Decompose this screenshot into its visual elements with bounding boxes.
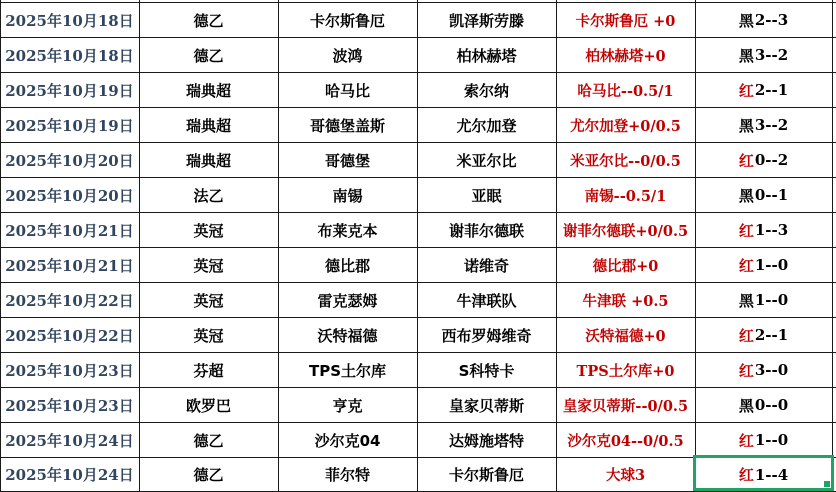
home-team-cell[interactable]: 哈马比 bbox=[324, 81, 370, 100]
home-team-cell[interactable]: 南锡 bbox=[332, 186, 363, 205]
result-score: 1--0 bbox=[754, 256, 789, 274]
table-row bbox=[0, 73, 836, 108]
result-flag: 黑 bbox=[738, 11, 754, 30]
result-cell[interactable] bbox=[695, 73, 832, 107]
away-team-cell[interactable]: 牛津联队 bbox=[456, 291, 517, 310]
edge-sliver-cell bbox=[832, 458, 836, 491]
home-team-cell[interactable]: 波鸿 bbox=[332, 46, 363, 65]
away-team-cell[interactable]: S科特卡 bbox=[458, 361, 515, 380]
edge-sliver-cell bbox=[832, 353, 836, 387]
table-row bbox=[0, 108, 836, 143]
edge-sliver-cell bbox=[832, 108, 836, 142]
away-team-cell[interactable]: 达姆施塔特 bbox=[448, 431, 524, 450]
away-team-cell[interactable]: 柏林赫塔 bbox=[456, 46, 517, 65]
result-score: 2--3 bbox=[754, 11, 789, 29]
handicap-pick-cell[interactable]: 沙尔克04--0/0.5 bbox=[567, 432, 684, 450]
league-cell[interactable]: 德乙 bbox=[193, 431, 224, 450]
league-cell[interactable]: 瑞典超 bbox=[185, 116, 231, 135]
edge-sliver-cell bbox=[832, 73, 836, 107]
away-team-cell[interactable]: 索尔纳 bbox=[463, 81, 509, 100]
edge-sliver-cell bbox=[832, 388, 836, 422]
result-score: 3--2 bbox=[754, 116, 789, 134]
result-score: 1--3 bbox=[754, 221, 789, 239]
away-team-cell[interactable]: 皇家贝蒂斯 bbox=[448, 396, 524, 415]
table-row bbox=[0, 38, 836, 73]
result-flag: 红 bbox=[738, 361, 754, 380]
date-cell[interactable]: 2025年10月19日 bbox=[5, 81, 134, 100]
league-cell[interactable]: 德乙 bbox=[193, 46, 224, 65]
result-score: 0--0 bbox=[754, 396, 789, 414]
league-cell[interactable]: 欧罗巴 bbox=[185, 396, 231, 415]
result-flag: 红 bbox=[738, 151, 754, 170]
away-team-cell[interactable]: 尤尔加登 bbox=[456, 116, 517, 135]
date-cell[interactable]: 2025年10月19日 bbox=[5, 116, 134, 135]
home-team-cell[interactable]: 哥德堡 bbox=[324, 151, 370, 170]
result-flag: 黑 bbox=[738, 116, 754, 135]
league-cell[interactable]: 芬超 bbox=[193, 361, 224, 380]
edge-sliver-cell bbox=[832, 143, 836, 177]
away-team-cell[interactable]: 诺维奇 bbox=[463, 256, 509, 275]
result-score: 1--0 bbox=[754, 431, 789, 449]
result-flag: 红 bbox=[738, 256, 754, 275]
home-team-cell[interactable]: 布莱克本 bbox=[317, 221, 378, 240]
result-cell[interactable] bbox=[695, 108, 832, 142]
edge-sliver-cell bbox=[832, 248, 836, 282]
handicap-pick-cell[interactable]: 皇家贝蒂斯--0/0.5 bbox=[562, 397, 689, 415]
table-row bbox=[0, 213, 836, 248]
league-cell[interactable]: 瑞典超 bbox=[185, 81, 231, 100]
table-row bbox=[0, 248, 836, 283]
result-score: 3--0 bbox=[754, 361, 789, 379]
home-team-cell[interactable]: 亨克 bbox=[332, 396, 363, 415]
edge-sliver-cell bbox=[832, 3, 836, 37]
date-cell[interactable]: 2025年10月21日 bbox=[5, 256, 134, 275]
edge-sliver-cell bbox=[832, 318, 836, 352]
result-cell[interactable] bbox=[695, 178, 832, 212]
date-cell[interactable]: 2025年10月24日 bbox=[5, 466, 134, 484]
league-cell[interactable]: 法乙 bbox=[193, 186, 224, 205]
table-row bbox=[0, 143, 836, 178]
result-cell[interactable] bbox=[695, 283, 832, 317]
handicap-pick-cell[interactable]: 大球3 bbox=[605, 467, 646, 484]
date-cell[interactable]: 2025年10月20日 bbox=[5, 186, 134, 205]
table-row bbox=[0, 3, 836, 38]
result-cell[interactable] bbox=[695, 353, 832, 387]
home-team-cell[interactable]: TPS土尔库 bbox=[308, 361, 387, 380]
home-team-cell[interactable]: 德比郡 bbox=[324, 256, 370, 275]
away-team-cell[interactable]: 谢菲尔德联 bbox=[448, 221, 524, 240]
handicap-pick-cell[interactable]: 谢菲尔德联+0/0.5 bbox=[562, 222, 689, 240]
handicap-pick-cell[interactable]: 德比郡+0 bbox=[592, 257, 659, 275]
result-cell[interactable] bbox=[695, 3, 832, 37]
result-score: 1--4 bbox=[754, 465, 789, 484]
handicap-pick-cell[interactable]: 哈马比--0.5/1 bbox=[577, 82, 674, 100]
result-score: 2--1 bbox=[754, 81, 789, 99]
table-row bbox=[0, 178, 836, 213]
result-cell[interactable] bbox=[695, 143, 832, 177]
away-team-cell[interactable]: 亚眠 bbox=[471, 186, 502, 205]
edge-sliver-cell bbox=[832, 178, 836, 212]
result-flag: 黑 bbox=[738, 46, 754, 65]
result-cell[interactable] bbox=[695, 38, 832, 72]
result-cell[interactable] bbox=[695, 318, 832, 352]
result-score: 0--2 bbox=[754, 151, 789, 169]
date-cell[interactable]: 2025年10月22日 bbox=[5, 326, 134, 345]
handicap-pick-cell[interactable]: 卡尔斯鲁厄 +0 bbox=[575, 12, 676, 30]
league-cell[interactable]: 德乙 bbox=[193, 11, 224, 30]
result-flag: 红 bbox=[738, 326, 754, 345]
handicap-pick-cell[interactable]: 沃特福德+0 bbox=[585, 327, 666, 345]
date-cell[interactable]: 2025年10月21日 bbox=[5, 221, 134, 240]
edge-sliver-cell bbox=[832, 213, 836, 247]
date-cell[interactable]: 2025年10月18日 bbox=[5, 11, 134, 30]
result-flag: 黑 bbox=[738, 291, 754, 310]
date-cell[interactable]: 2025年10月20日 bbox=[5, 151, 134, 170]
table-rows bbox=[0, 2, 836, 492]
handicap-pick-cell[interactable]: 南锡--0.5/1 bbox=[584, 187, 667, 205]
result-flag: 红 bbox=[738, 221, 754, 240]
handicap-pick-cell[interactable]: 牛津联 +0.5 bbox=[582, 292, 669, 310]
table-row bbox=[0, 318, 836, 353]
date-cell[interactable]: 2025年10月24日 bbox=[5, 431, 134, 450]
handicap-pick-cell[interactable]: TPS土尔库+0 bbox=[576, 362, 675, 380]
handicap-pick-cell[interactable]: 米亚尔比--0/0.5 bbox=[570, 152, 681, 170]
home-team-cell[interactable]: 菲尔特 bbox=[324, 466, 370, 484]
result-flag: 红 bbox=[738, 466, 754, 484]
handicap-pick-cell[interactable]: 尤尔加登+0/0.5 bbox=[570, 117, 681, 135]
date-cell[interactable]: 2025年10月22日 bbox=[5, 291, 134, 310]
handicap-pick-cell[interactable]: 柏林赫塔+0 bbox=[585, 47, 666, 65]
away-team-cell[interactable]: 凯泽斯劳滕 bbox=[448, 11, 524, 30]
result-score: 3--2 bbox=[754, 46, 789, 64]
league-cell[interactable]: 英冠 bbox=[193, 326, 224, 345]
date-cell[interactable]: 2025年10月18日 bbox=[5, 46, 134, 65]
result-score: 0--1 bbox=[754, 186, 789, 204]
table-row bbox=[0, 283, 836, 318]
result-cell[interactable] bbox=[695, 388, 832, 422]
home-team-cell[interactable]: 雷克瑟姆 bbox=[317, 291, 378, 310]
result-cell[interactable] bbox=[695, 458, 832, 491]
league-cell[interactable]: 瑞典超 bbox=[185, 151, 231, 170]
home-team-cell[interactable]: 哥德堡盖斯 bbox=[309, 116, 385, 135]
edge-sliver-cell bbox=[832, 423, 836, 457]
away-team-cell[interactable]: 卡尔斯鲁厄 bbox=[448, 466, 524, 484]
result-flag: 红 bbox=[738, 81, 754, 100]
date-cell[interactable]: 2025年10月23日 bbox=[5, 361, 134, 380]
result-flag: 黑 bbox=[738, 396, 754, 415]
home-team-cell[interactable]: 卡尔斯鲁厄 bbox=[309, 11, 385, 30]
league-cell[interactable]: 英冠 bbox=[193, 221, 224, 240]
home-team-cell[interactable]: 沃特福德 bbox=[317, 326, 378, 345]
result-score: 2--1 bbox=[754, 326, 789, 344]
league-cell[interactable]: 德乙 bbox=[193, 466, 224, 484]
league-cell[interactable]: 英冠 bbox=[193, 291, 224, 310]
result-cell[interactable] bbox=[695, 248, 832, 282]
home-team-cell[interactable]: 沙尔克04 bbox=[314, 431, 381, 450]
table-row bbox=[0, 423, 836, 458]
result-flag: 黑 bbox=[738, 186, 754, 205]
away-team-cell[interactable]: 米亚尔比 bbox=[456, 151, 517, 170]
result-cell[interactable] bbox=[695, 213, 832, 247]
table-row bbox=[0, 353, 836, 388]
table-row bbox=[0, 458, 836, 492]
edge-sliver-cell bbox=[832, 283, 836, 317]
table-row bbox=[0, 388, 836, 423]
result-flag: 红 bbox=[738, 431, 754, 450]
date-cell[interactable]: 2025年10月23日 bbox=[5, 396, 134, 415]
result-score: 1--0 bbox=[754, 291, 789, 309]
result-cell[interactable] bbox=[695, 423, 832, 457]
league-cell[interactable]: 英冠 bbox=[193, 256, 224, 275]
away-team-cell[interactable]: 西布罗姆维奇 bbox=[441, 326, 532, 345]
edge-sliver-cell bbox=[832, 38, 836, 72]
